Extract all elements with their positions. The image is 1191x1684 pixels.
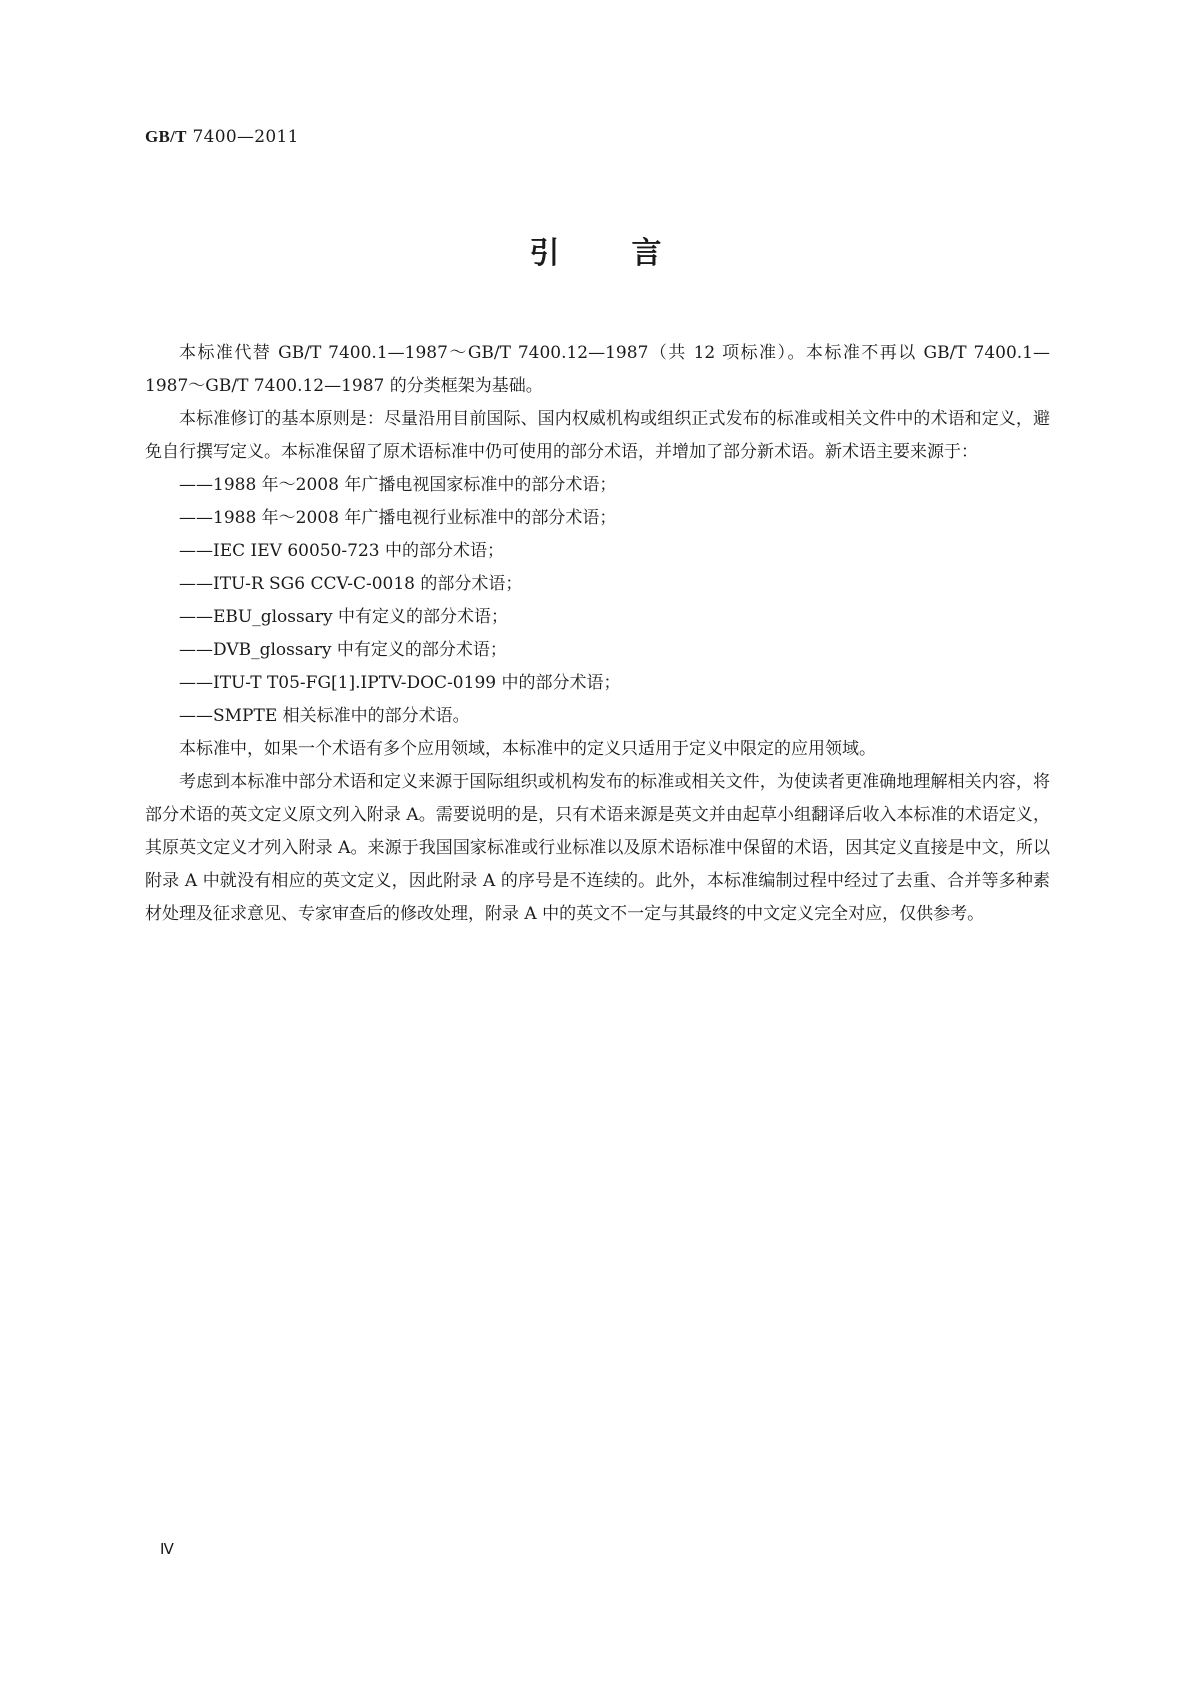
paragraph-revision-principle: 本标准修订的基本原则是：尽量沿用目前国际、国内权威机构或组织正式发布的标准或相关文件中的术语和定义，避免自行撰写定义。本标准保留了原术语标准中仍可使用的部分术语，并增加了部分新术语。新术语主要来源于： [145,409,1050,462]
paragraph-replacement-note: 本标准代替 GB/T 7400.1—1987～GB/T 7400.12—1987（共 12 项标准）。本标准不再以 GB/T 7400.1—1987～GB/T 7400.12—1987 的分类框架为基础。 [145,343,1050,396]
source-list-item: ——ITU-T T05-FG[1].IPTV-DOC-0199 中的部分术语； [179,673,621,693]
source-list-item: ——ITU-R SG6 CCV-C-0018 的部分术语； [179,574,523,594]
page-title: 引言 [529,236,734,271]
standard-code-prefix: GB/T [145,127,187,146]
source-list-item: ——EBU_glossary 中有定义的部分术语； [179,607,509,627]
source-list-item: ——1988 年～2008 年广播电视行业标准中的部分术语； [179,508,617,528]
body-text [145,337,1050,931]
source-list-item: ——1988 年～2008 年广播电视国家标准中的部分术语； [179,475,617,495]
standard-code-number: 7400—2011 [192,127,299,147]
source-list-item: ——SMPTE 相关标准中的部分术语。 [179,706,470,726]
source-list-item: ——DVB_glossary 中有定义的部分术语； [179,640,507,660]
standard-code [145,127,299,147]
page-number: Ⅳ [160,1542,174,1558]
source-list-item: ——IEC IEV 60050-723 中的部分术语； [179,541,505,561]
paragraph-application-domain: 本标准中，如果一个术语有多个应用领域，本标准中的定义只适用于定义中限定的应用领域。 [179,739,876,759]
paragraph-annex-note: 考虑到本标准中部分术语和定义来源于国际组织或机构发布的标准或相关文件，为使读者更准确地理解相关内容，将部分术语的英文定义原文列入附录 A。需要说明的是，只有术语来源是英文并由起草小组翻译后收入本标准的术语定义，其原英文定义才列入附录 A。来源于我国国家标准或行业标准以及原术语标准中保留的术语，因其定义直接是中文，所以附录 A 中就没有相应的英文定义，因此附录 A 的序号是不连续的。此外，本标准编制过程中经过了去重、合并等多种素材处理及征求意见、专家审查后的修改处理，附录 A 中的英文不一定与其最终的中文定义完全对应，仅供参考。 [145,772,1050,924]
